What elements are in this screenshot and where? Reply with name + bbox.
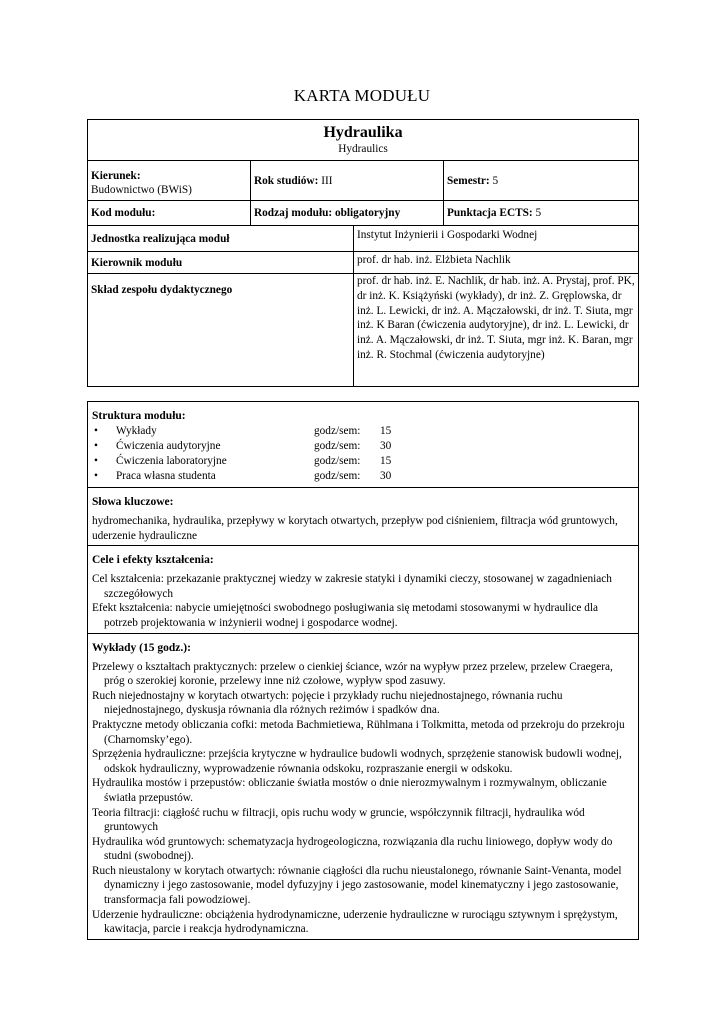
wyklady-item: Teoria filtracji: ciągłość ruchu w filtracji, opis ruchu wody w gruncie, współczynnik filtracji, hydraulika wód gruntowych — [92, 806, 585, 834]
struktura-section — [88, 402, 639, 488]
wyklady-heading: Wykłady (15 godz.): — [92, 641, 191, 654]
wyklady-item: Sprzężenia hydrauliczne: przejścia krytyczne w hydraulice budowli wodnych, sprzężenie stanowisk budowli wodnej, odskok hydrauliczny, wyprowadzenie równania odskoku, rozpraszanie energii w odskoku. — [92, 748, 622, 775]
cele-item: Efekt kształcenia: nabycie umiejętności swobodnego posługiwania się metodami stosowanymi w hydraulice dla potrzeb projektowania w inżynierii wodnej i gospodarce wodnej. — [92, 602, 599, 629]
struktura-item-label: Ćwiczenia audytoryjne — [116, 440, 221, 452]
rok-label: Rok studiów: — [254, 174, 319, 187]
struktura-item-value: 30 — [380, 470, 392, 482]
subject-title: Hydraulika — [323, 124, 403, 141]
wyklady-section — [88, 633, 639, 939]
wyklady-item: Praktyczne metody obliczania cofki: metoda Bachmietiewa, Rühlmana i Tolkmitta, metoda od przekroju do przekroju (Charnomsky’ego). — [92, 718, 625, 746]
wyklady-item: Hydraulika mostów i przepustów: obliczanie światła mostów o dnie nierozmywalnym i rozmywalnym, obliczanie światła przepustów. — [92, 777, 607, 804]
jednostka-label: Jednostka realizująca moduł — [91, 232, 230, 245]
semestr-value: 5 — [492, 174, 499, 187]
page-title: KARTA MODUŁU — [293, 86, 431, 105]
struktura-item — [92, 454, 634, 469]
wyklady-item: Ruch nieustalony w korytach otwartych: równanie ciągłości dla ruchu nieustalonego, równanie Saint-Venanta, model dynamiczny i jego zastosowanie, model dyfuzyjny i jego zastosowanie, model kinematyczny i jego zastosowanie, transformacja fali powodziowej. — [92, 864, 622, 907]
bullet-icon: • — [94, 425, 98, 437]
struktura-item-label: Ćwiczenia laboratoryjne — [116, 455, 227, 467]
struktura-item-value: 15 — [380, 455, 392, 467]
kierownik-label: Kierownik modułu — [91, 256, 183, 269]
bullet-icon: • — [94, 440, 98, 452]
slowa-section — [88, 488, 639, 546]
ects-label: Punktacja ECTS: — [447, 207, 533, 219]
subject-english: Hydraulics — [338, 143, 388, 155]
struktura-item-unit: godz/sem: — [314, 440, 361, 452]
kod-label: Kod modułu: — [91, 207, 156, 219]
struktura-item-label: Praca własna studenta — [116, 470, 216, 482]
bullet-icon: • — [94, 455, 98, 467]
jednostka-value: Instytut Inżynierii i Gospodarki Wodnej — [357, 229, 538, 241]
struktura-item-value: 30 — [380, 440, 392, 452]
semestr-label: Semestr: — [447, 174, 490, 187]
sklad-label: Skład zespołu dydaktycznego — [91, 284, 233, 296]
wyklady-item: Przelewy o kształtach praktycznych: przelew o cienkiej ściance, wzór na wypływ przez przelew, przelew Craegera, próg o szerokiej koronie, przelewy inne niż czołowe, wypływ spod zasuwy. — [92, 660, 613, 688]
module-content-table — [87, 401, 639, 940]
wyklady-item: Ruch niejednostajny w korytach otwartych: pojęcie i przykłady ruchu niejednostajnego, równania ruchu niejednostajnego, dyskusja równania dla różnych reżimów i spadków dna. — [92, 689, 563, 717]
ects-value: 5 — [535, 207, 542, 219]
rodzaj-label: Rodzaj modułu: obligatoryjny — [254, 207, 401, 219]
kierownik-value: prof. dr hab. inż. Elżbieta Nachlik — [357, 254, 511, 266]
struktura-item — [92, 439, 634, 454]
struktura-item-unit: godz/sem: — [314, 425, 361, 437]
slowa-heading: Słowa kluczowe: — [92, 496, 174, 508]
wyklady-item: Uderzenie hydrauliczne: obciążenia hydrodynamiczne, uderzenie hydrauliczne w rurociągu sztywnym i sprężystym, kawitacja, parcie i reakcja hydrodynamiczna. — [92, 908, 618, 936]
bullet-icon: • — [94, 470, 98, 482]
module-header-table — [87, 119, 639, 387]
struktura-item-label: Wykłady — [116, 425, 157, 437]
kierunek-value: Budownictwo (BWiS) — [91, 184, 192, 196]
kierunek-label: Kierunek: — [91, 170, 141, 182]
struktura-item-unit: godz/sem: — [314, 470, 361, 482]
slowa-text: hydromechanika, hydraulika, przepływy w korytach otwartych, przepływ pod ciśnieniem, filtracja wód gruntowych, uderzenie hydrauliczne — [92, 515, 618, 542]
cele-heading: Cele i efekty kształcenia: — [92, 554, 214, 567]
wyklady-item: Hydraulika wód gruntowych: schematyzacja hydrogeologiczna, rozwiązania dla ruchu liniowego, dopływ wody do studni (swobodnej). — [92, 835, 613, 863]
struktura-item — [92, 424, 634, 439]
struktura-heading: Struktura modułu: — [92, 410, 186, 422]
cele-section — [88, 546, 639, 633]
struktura-item-value: 15 — [380, 425, 392, 437]
sklad-value: prof. dr hab. inż. E. Nachlik, dr hab. inż. A. Prystaj, prof. PK, dr inż. K. Książyński (wykłady), dr inż. Z. Gręplowska, dr inż. L. Lewicki, dr inż. A. Mączałowski, dr inż. T. Siuta, mgr inż. K Baran (ćwiczenia audytoryjne), dr inż. L. Lewicki, dr inż. A. Mączałowski, dr inż. T. Siuta, mgr inż. K. Baran, mgr inż. R. Stochmal (ćwiczenia audytoryjne) — [357, 275, 635, 361]
rok-value: III — [321, 174, 333, 187]
cele-item: Cel kształcenia: przekazanie praktycznej wiedzy w zakresie statyki i dynamiki cieczy, stosowanej w zagadnieniach szczegółowych — [92, 573, 612, 600]
struktura-item — [92, 469, 634, 484]
struktura-item-unit: godz/sem: — [314, 455, 361, 467]
